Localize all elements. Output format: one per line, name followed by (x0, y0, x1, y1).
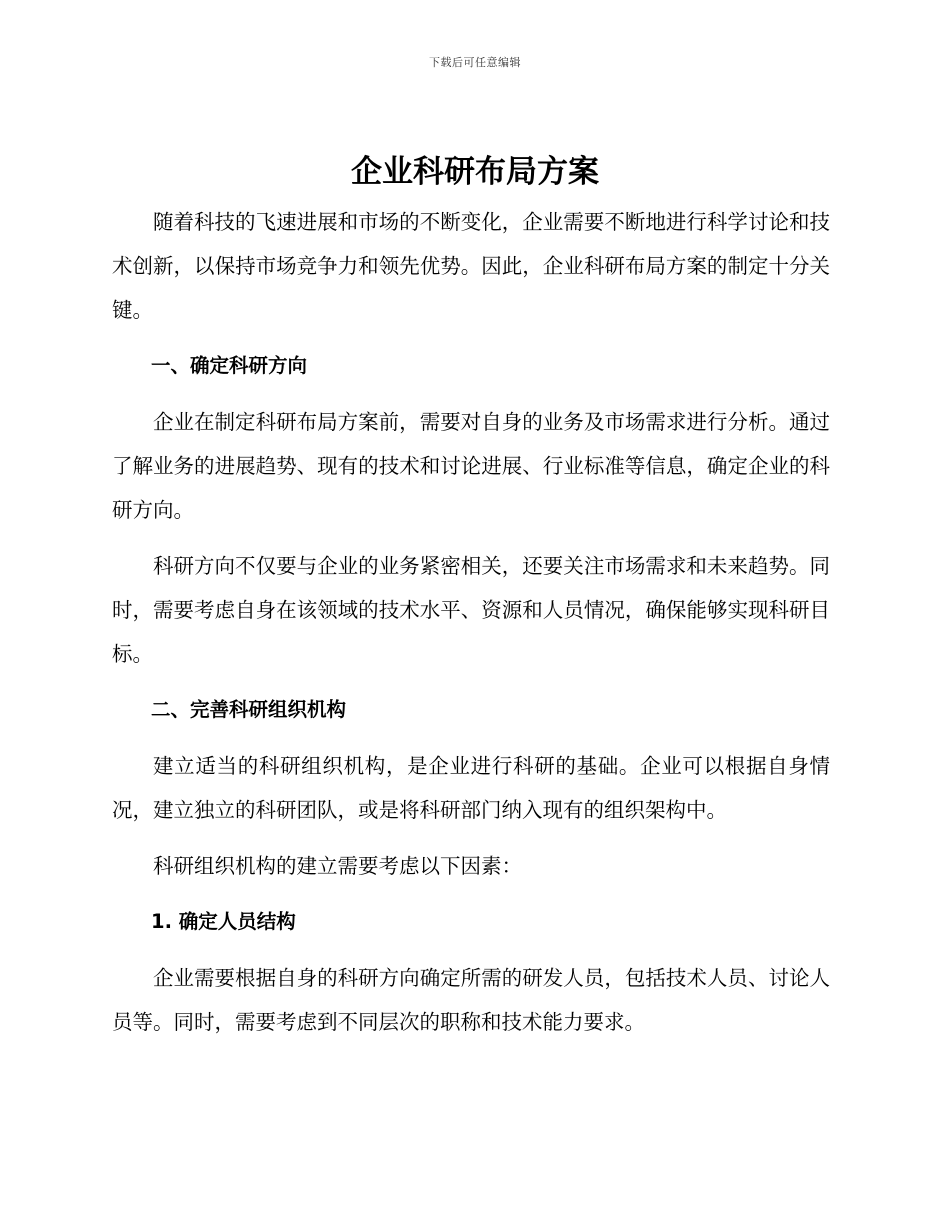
document-title: 企业科研布局方案 (351, 154, 599, 190)
section-1-heading: 一、确定科研方向 (151, 354, 308, 377)
section-2-heading: 二、完善科研组织机构 (151, 698, 347, 721)
section-1-paragraph-2: 科研方向不仅要与企业的业务紧密相关，还要关注市场需求和未来趋势。同时，需要考虑自身在该领域的技术水平、资源和人员情况，确保能够实现科研目标。 (112, 554, 830, 666)
section-1-paragraph-1: 企业在制定科研布局方案前，需要对自身的业务及市场需求进行分析。通过了解业务的进展趋势、现有的技术和讨论进展、行业标准等信息，确定企业的科研方向。 (112, 410, 830, 522)
section-2-paragraph-1: 建立适当的科研组织机构，是企业进行科研的基础。企业可以根据自身情况，建立独立的科研团队，或是将科研部门纳入现有的组织架构中。 (112, 754, 830, 822)
subsection-1-paragraph-1: 企业需要根据自身的科研方向确定所需的研发人员，包括技术人员、讨论人员等。同时，需要考虑到不同层次的职称和技术能力要求。 (112, 966, 830, 1034)
section-2-paragraph-2: 科研组织机构的建立需要考虑以下因素： (153, 854, 522, 878)
page-header: 下载后可任意编辑 (429, 56, 521, 69)
subsection-1-heading: 1. 确定人员结构 (151, 910, 296, 933)
document-body (112, 200, 830, 1044)
intro-paragraph: 随着科技的飞速进展和市场的不断变化，企业需要不断地进行科学讨论和技术创新，以保持市场竞争力和领先优势。因此，企业科研布局方案的制定十分关键。 (112, 210, 830, 322)
